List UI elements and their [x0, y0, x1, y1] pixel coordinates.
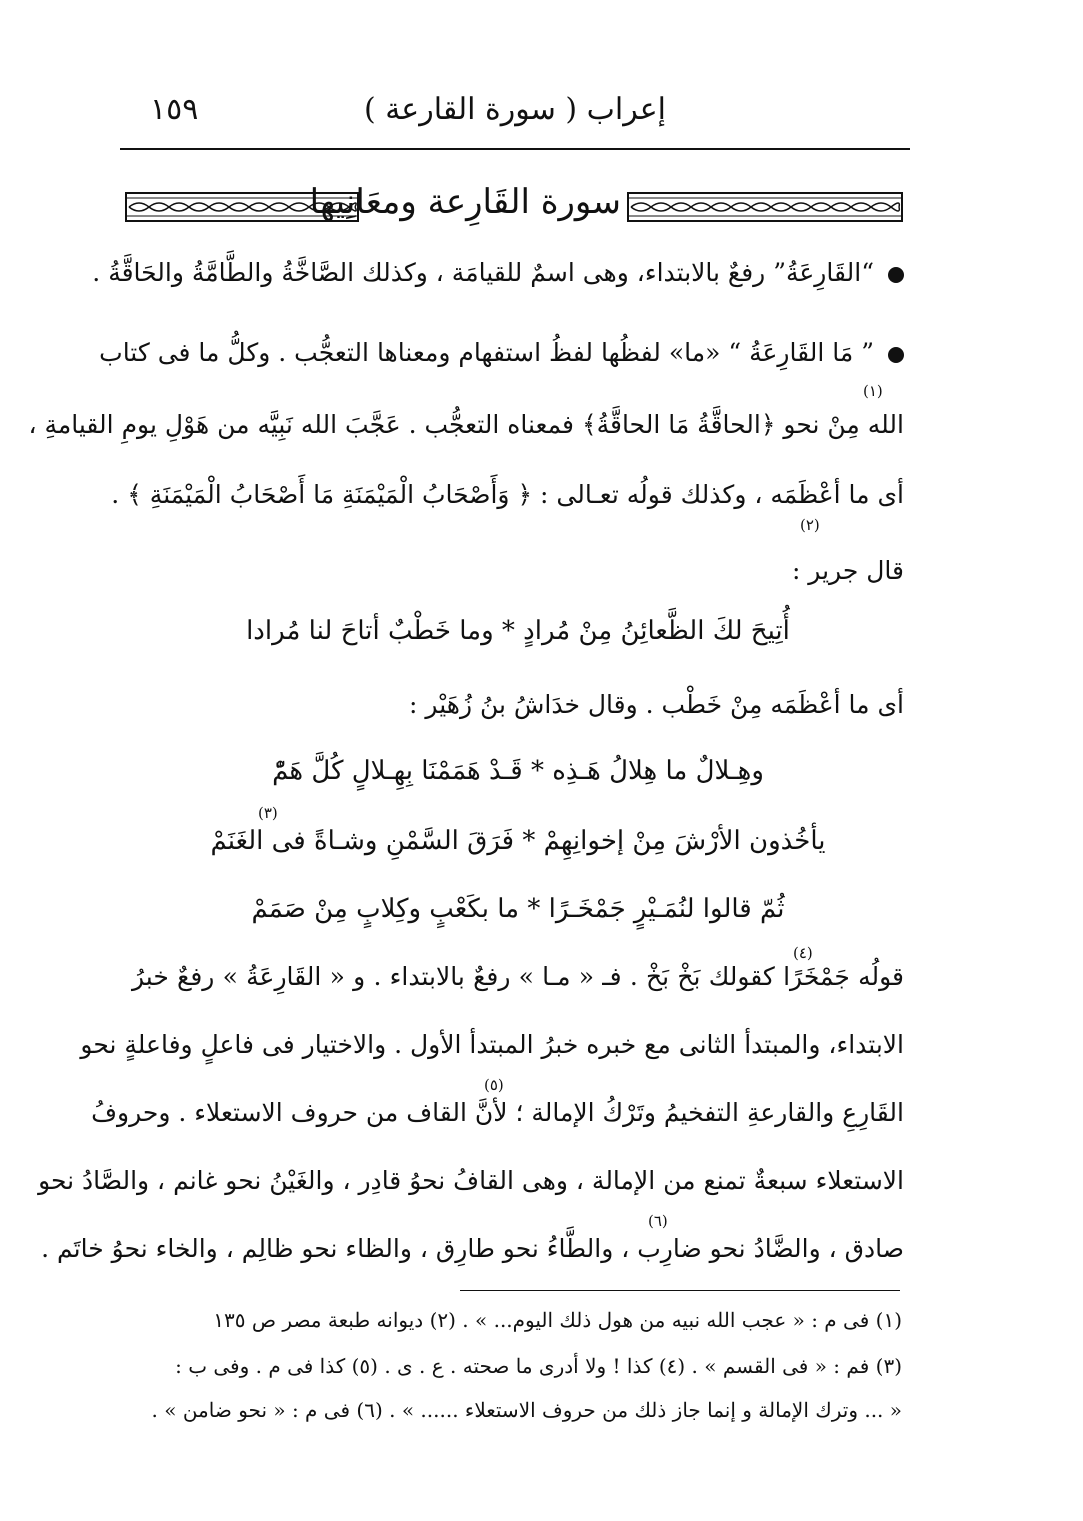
text-line: قال جرير : [791, 556, 904, 585]
ornament-border-left [125, 192, 359, 222]
note-marker: (٥) [484, 1076, 504, 1094]
header-rule [120, 148, 910, 150]
page-number: ١٥٩ [150, 92, 199, 127]
text-line: صادق ، والضَّادُ نحو ضارِب ، والطَّاءُ نحو طارِق ، والظاء نحو ظالِم ، والخاء نحوُ خاتَم . [41, 1234, 904, 1263]
verse-line: ثُمّ قالوا لنُمَـيْرٍ جَمْخَـرًا * ما بكَعْبٍ وكِلابٍ مِنْ صَمَمْ [251, 894, 785, 924]
text-line: الابتداء، والمبتدأ الثانى مع خبره خبرُ المبتدأ الأول . والاختيار فى فاعلٍ وفاعلةٍ نحو [80, 1030, 904, 1059]
text-line: ” مَا القَارِعَةُ “ «ما» لفظُها لفظُ استفهام ومعناها التعجُّب . وكلُّ ما فى كتاب [132, 338, 904, 368]
text-line: الله مِنْ نحو ﴿الحاقَّةُ مَا الحاقَّةُ﴾ فمعناه التعجُّب . عَجَّبَ الله نَبِيَّه من هَوْلِ يومِ القيامةِ ، [28, 410, 904, 439]
text-line: أى ما أعْظَمَه مِنْ خَطْب . وقال خدَاشُ بنُ زُهَيْر : [409, 690, 904, 719]
footnote-line: « ... وترك الإمالة و إنما جاز ذلك من حروف الاستعلاء ...... » . (٦) فى م : « نحو ضامن » . [151, 1398, 902, 1422]
note-marker: (٦) [648, 1212, 668, 1230]
text-line: الاستعلاء سبعةٌ تمنع من الإمالة ، وهى القافُ نحوُ قادِر ، والغَيْنُ نحو غانم ، والصَّادُ نحو [38, 1166, 904, 1195]
note-marker: (٣) [258, 804, 278, 822]
ornament-border-right [627, 192, 903, 222]
footnote-line: (١) فى م : « عجب الله نبيه من هول ذلك اليوم... » . (٢) ديوانه طبعة مصر ص ١٣٥ [213, 1308, 902, 1332]
text-line: قولُه جَمْخَرًا كقولك بَخْ بَخْ . فـ « مـا » رفعٌ بالابتداء . و « القَارِعَةُ » رفعٌ خبرُ [132, 962, 904, 991]
footnote-rule [460, 1290, 900, 1291]
surah-heading-banner [125, 182, 903, 236]
text-line: أى ما أعْظَمَه ، وكذلك قولُه تعـالى : ﴿ وَأَصْحَابُ الْمَيْمَنَةِ مَا أَصْحَابُ الْمَيْمَنَةِ ﴾ . [111, 480, 904, 509]
footnote-line: (٣) فم : « فى القسم » . (٤) كذا ! ولا أدرى ما صحته . ع . ى . (٥) كذا فى م . وفى ب : [175, 1354, 902, 1378]
note-marker: (١) [863, 382, 883, 400]
entry-qariah [92, 258, 904, 298]
bullet-icon [888, 267, 904, 283]
page-header [120, 92, 910, 142]
note-marker: (٢) [800, 516, 820, 534]
running-title: إعراب ( سورة القارعة ) [363, 92, 667, 127]
entry-ma-alqariah [28, 338, 904, 600]
bullet-icon [888, 347, 904, 363]
note-marker: (٤) [793, 944, 813, 962]
text-line: القَارِعِ والقارعةِ التفخيمُ وتَرْكُ الإمالة ؛ لأنَّ القاف من حروف الاستعلاء . وحروفُ [91, 1098, 904, 1127]
verse-line: يأخُذون الأرْشَ مِنْ إخوانِهِمْ * فَرَقَ السَّمْنِ وشـاةً فى الغَنَمْ [210, 826, 826, 856]
verse-line: وهِـلالٌ ما هِلالُ هَـذِه * قَـدْ هَمَمْنَا بِهِـلالٍ كُلَّ هَمّْ [272, 756, 764, 786]
verse-line: أُتِيحَ لكَ الظَّعائِنُ مِنْ مُرادٍ * وما خَطْبٌ أتاحَ لنا مُرادا [246, 616, 790, 646]
surah-title: سورة القَارِعة ومعَانِيها [309, 182, 621, 222]
text-line: “القَارِعَةُ” رفعٌ بالابتداء، وهى اسمٌ للقيامَة ، وكذلك الصَّاخَّةُ والطَّامَّةُ والحَاقَّةُ . [132, 258, 904, 288]
grammar-paragraph [38, 962, 904, 1282]
poetry-block [132, 610, 904, 940]
